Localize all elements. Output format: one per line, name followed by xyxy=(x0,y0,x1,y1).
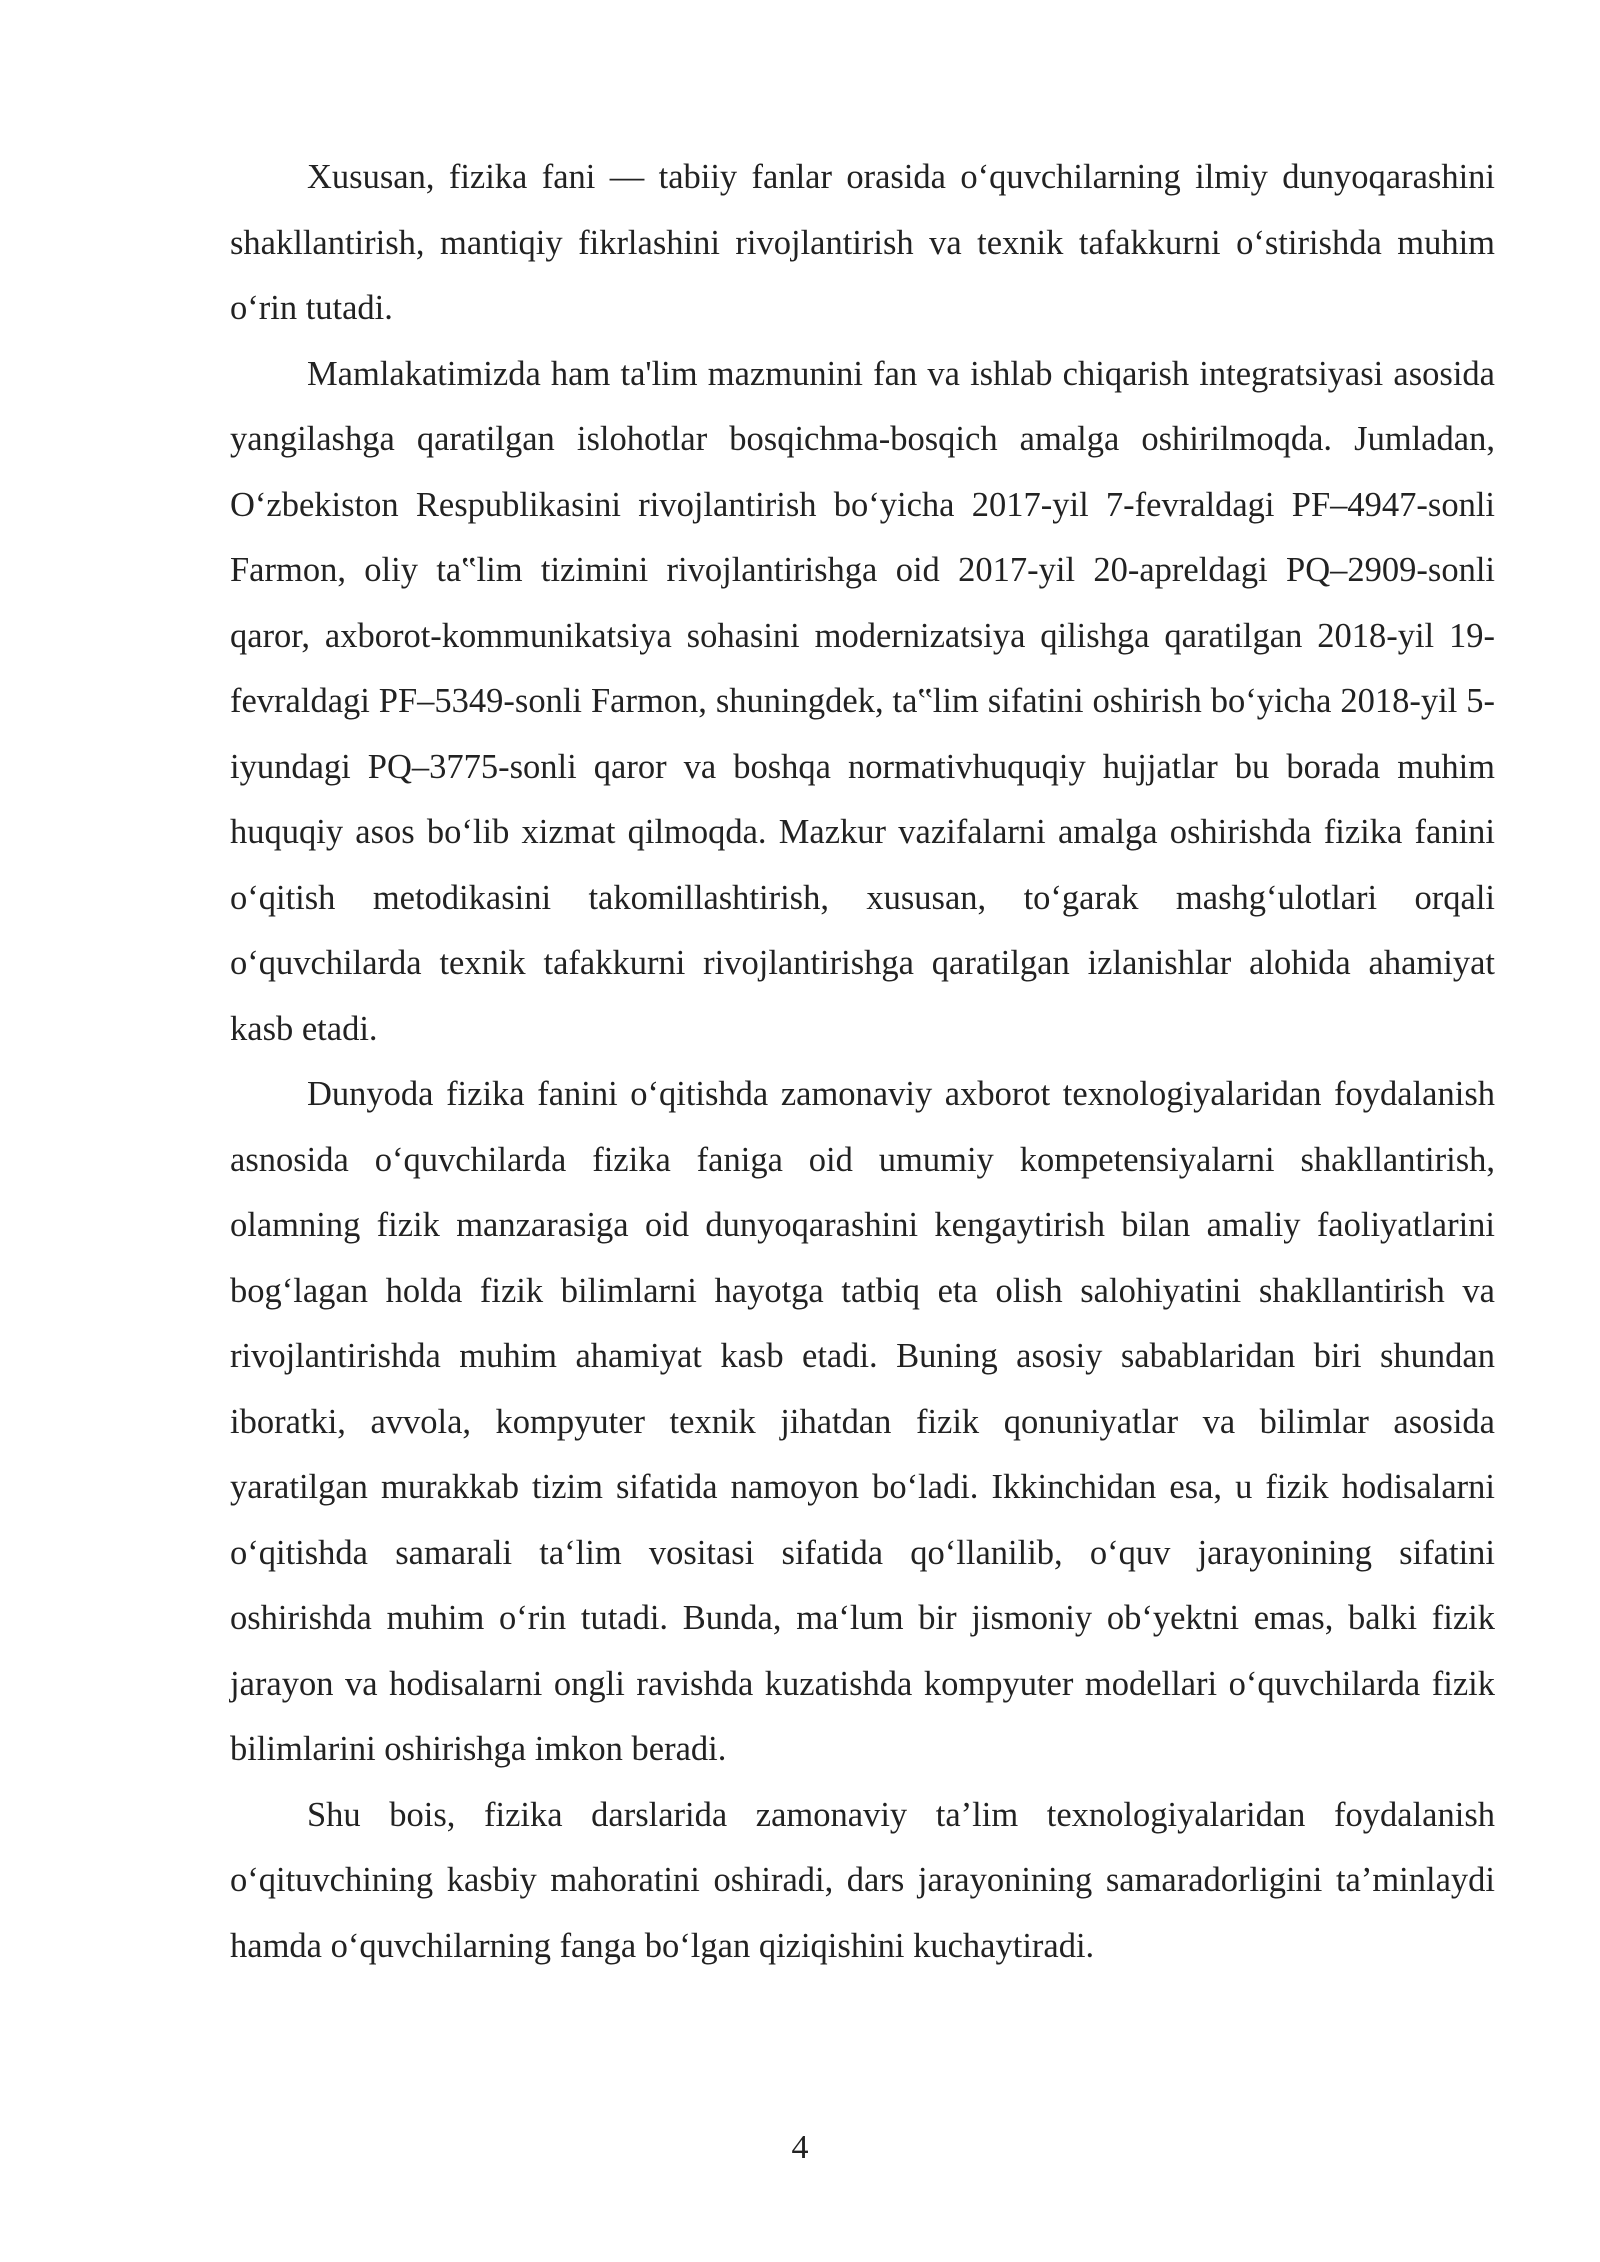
paragraph-education-reforms: Mamlakatimizda ham ta'lim mazmunini fan va ishlab chiqarish integratsiyasi asosida yangilashga qaratilgan islohotlar bosqichma-bosqich amalga oshirilmoqda. Jumladan, O‘zbekiston Respublikasini rivojlantirish bo‘yicha 2017-yil 7-fevraldagi PF–4947-sonli Farmon, oliy ta‟lim tizimini rivojlantirishga oid 2017-yil 20-apreldagi PQ–2909-sonli qaror, axborot-kommunikatsiya sohasini modernizatsiya qilishga qaratilgan 2018-yil 19-fevraldagi PF–5349-sonli Farmon, shuningdek, ta‟lim sifatini oshirish bo‘yicha 2018-yil 5-iyundagi PQ–3775-sonli qaror va boshqa normativhuquqiy hujjatlar bu borada muhim huquqiy asos bo‘lib xizmat qilmoqda. Mazkur vazifalarni amalga oshirishda fizika fanini o‘qitish metodikasini takomillashtirish, xususan, to‘garak mashg‘ulotlari orqali o‘quvchilarda texnik tafakkurni rivojlantirishga qaratilgan izlanishlar alohida ahamiyat kasb etadi. xyxy=(230,354,1495,1048)
paragraph-physics-role: Xususan, fizika fani — tabiiy fanlar orasida o‘quvchilarning ilmiy dunyoqarashini shakllantirish, mantiqiy fikrlashini rivojlantirish va texnik tafakkurni o‘stirishda muhim o‘rin tutadi. xyxy=(230,158,1495,327)
page-number: 4 xyxy=(791,2129,809,2166)
paragraph-information-technologies: Dunyoda fizika fanini o‘qitishda zamonaviy axborot texnologiyalaridan foydalanish asnosida o‘quvchilarda fizika faniga oid umumiy kompetensiyalarni shakllantirish, olamning fizik manzarasiga oid dunyoqarashini kengaytirish bilan amaliy faoliyatlarini bog‘lagan holda fizik bilimlarni hayotga tatbiq eta olish salohiyatini shakllantirish va rivojlantirishda muhim ahamiyat kasb etadi. Buning asosiy sabablaridan biri shundan iboratki, avvola, kompyuter texnik jihatdan fizik qonuniyatlar va bilimlar asosida yaratilgan murakkab tizim sifatida namoyon bo‘ladi. Ikkinchidan esa, u fizik hodisalarni o‘qitishda samarali ta‘lim vositasi sifatida qo‘llanilib, o‘quv jarayonining sifatini oshirishda muhim o‘rin tutadi. Bunda, ma‘lum bir jismoniy ob‘yektni emas, balki fizik jarayon va hodisalarni ongli ravishda kuzatishda kompyuter modellari o‘quvchilarda fizik bilimlarini oshirishga imkon beradi. xyxy=(230,1075,1495,1768)
document-body xyxy=(230,145,1495,1979)
paragraph-conclusion: Shu bois, fizika darslarida zamonaviy ta’lim texnologiyalaridan foydalanish o‘qituvchining kasbiy mahoratini oshiradi, dars jarayonining samaradorligini ta’minlaydi hamda o‘quvchilarning fanga bo‘lgan qiziqishini kuchaytiradi. xyxy=(230,1795,1495,1965)
